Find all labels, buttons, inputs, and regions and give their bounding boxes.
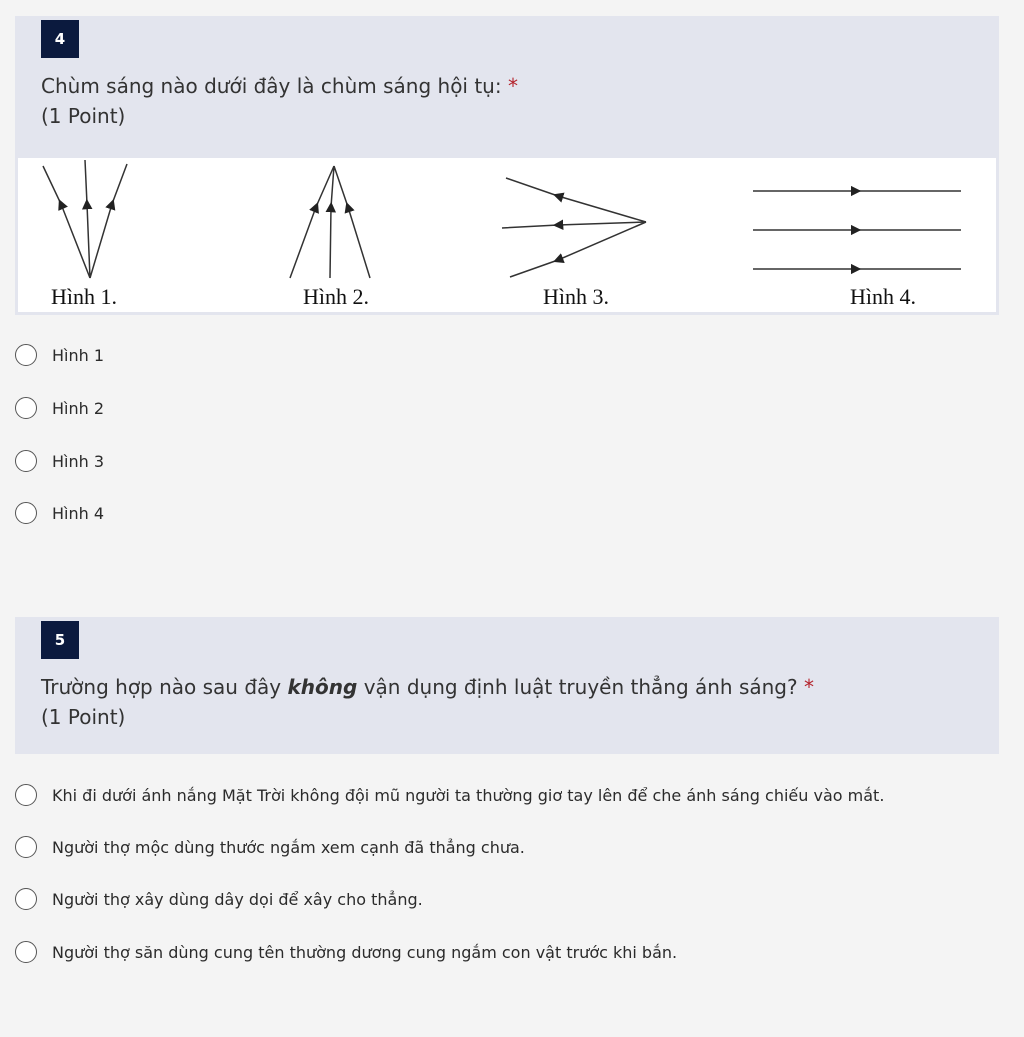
radio-button[interactable]: [15, 397, 37, 419]
question-number-badge: 5: [41, 621, 79, 659]
question-text: [41, 72, 518, 100]
figure-3-divergent: [502, 178, 646, 277]
option-hinh-3[interactable]: [15, 450, 104, 472]
figure-2-divergent: [290, 166, 370, 278]
required-marker: *: [803, 675, 814, 699]
radio-button[interactable]: [15, 784, 37, 806]
radio-button[interactable]: [15, 888, 37, 910]
option-label: Người thợ săn dùng cung tên thường dương cung ngắm con vật trước khi bắn.: [52, 942, 678, 962]
question-label: Chùm sáng nào dưới đây là chùm sáng hội tụ:: [41, 74, 502, 98]
option-hunter[interactable]: [15, 941, 677, 963]
radio-button[interactable]: [15, 836, 37, 858]
question-number-badge: 4: [41, 20, 79, 58]
figure-caption-3: Hình 3.: [543, 284, 609, 309]
option-plumb-line[interactable]: [15, 888, 423, 910]
figure-caption-2: Hình 2.: [303, 284, 369, 309]
figure-1-divergent: [43, 160, 127, 278]
figure-4-parallel: [753, 191, 961, 269]
question-4-header: [15, 16, 999, 158]
question-emphasis: không: [287, 675, 358, 699]
radio-button[interactable]: [15, 450, 37, 472]
option-label: Người thợ xây dùng dây dọi để xây cho thẳng.: [52, 889, 423, 909]
light-beam-figure: [15, 158, 999, 315]
option-label: Hình 1: [52, 345, 105, 365]
figure-caption-1: Hình 1.: [51, 284, 117, 309]
figure-caption-4: Hình 4.: [850, 284, 916, 309]
option-carpenter[interactable]: [15, 836, 525, 858]
option-label: Hình 4: [52, 503, 105, 523]
option-hinh-2[interactable]: [15, 397, 104, 419]
question-text-after: vận dụng định luật truyền thẳng ánh sáng?: [363, 675, 798, 699]
radio-button[interactable]: [15, 502, 37, 524]
question-text-before: Trường hợp nào sau đây: [41, 675, 282, 699]
question-points: (1 Point): [41, 705, 126, 729]
option-hinh-4[interactable]: [15, 502, 104, 524]
option-label: Người thợ mộc dùng thước ngắm xem cạnh đã thẳng chưa.: [52, 837, 525, 857]
question-text: [41, 673, 814, 701]
option-label: Hình 3: [52, 451, 105, 471]
option-label: Hình 2: [52, 398, 105, 418]
radio-button[interactable]: [15, 344, 37, 366]
question-5-header: [15, 617, 999, 754]
option-label: Khi đi dưới ánh nắng Mặt Trời không đội mũ người ta thường giơ tay lên để che ánh sáng chiếu vào mắt.: [52, 785, 885, 805]
question-points: (1 Point): [41, 104, 126, 128]
radio-button[interactable]: [15, 941, 37, 963]
option-hinh-1[interactable]: [15, 344, 104, 366]
required-marker: *: [507, 74, 518, 98]
option-shade-eyes[interactable]: [15, 784, 884, 806]
